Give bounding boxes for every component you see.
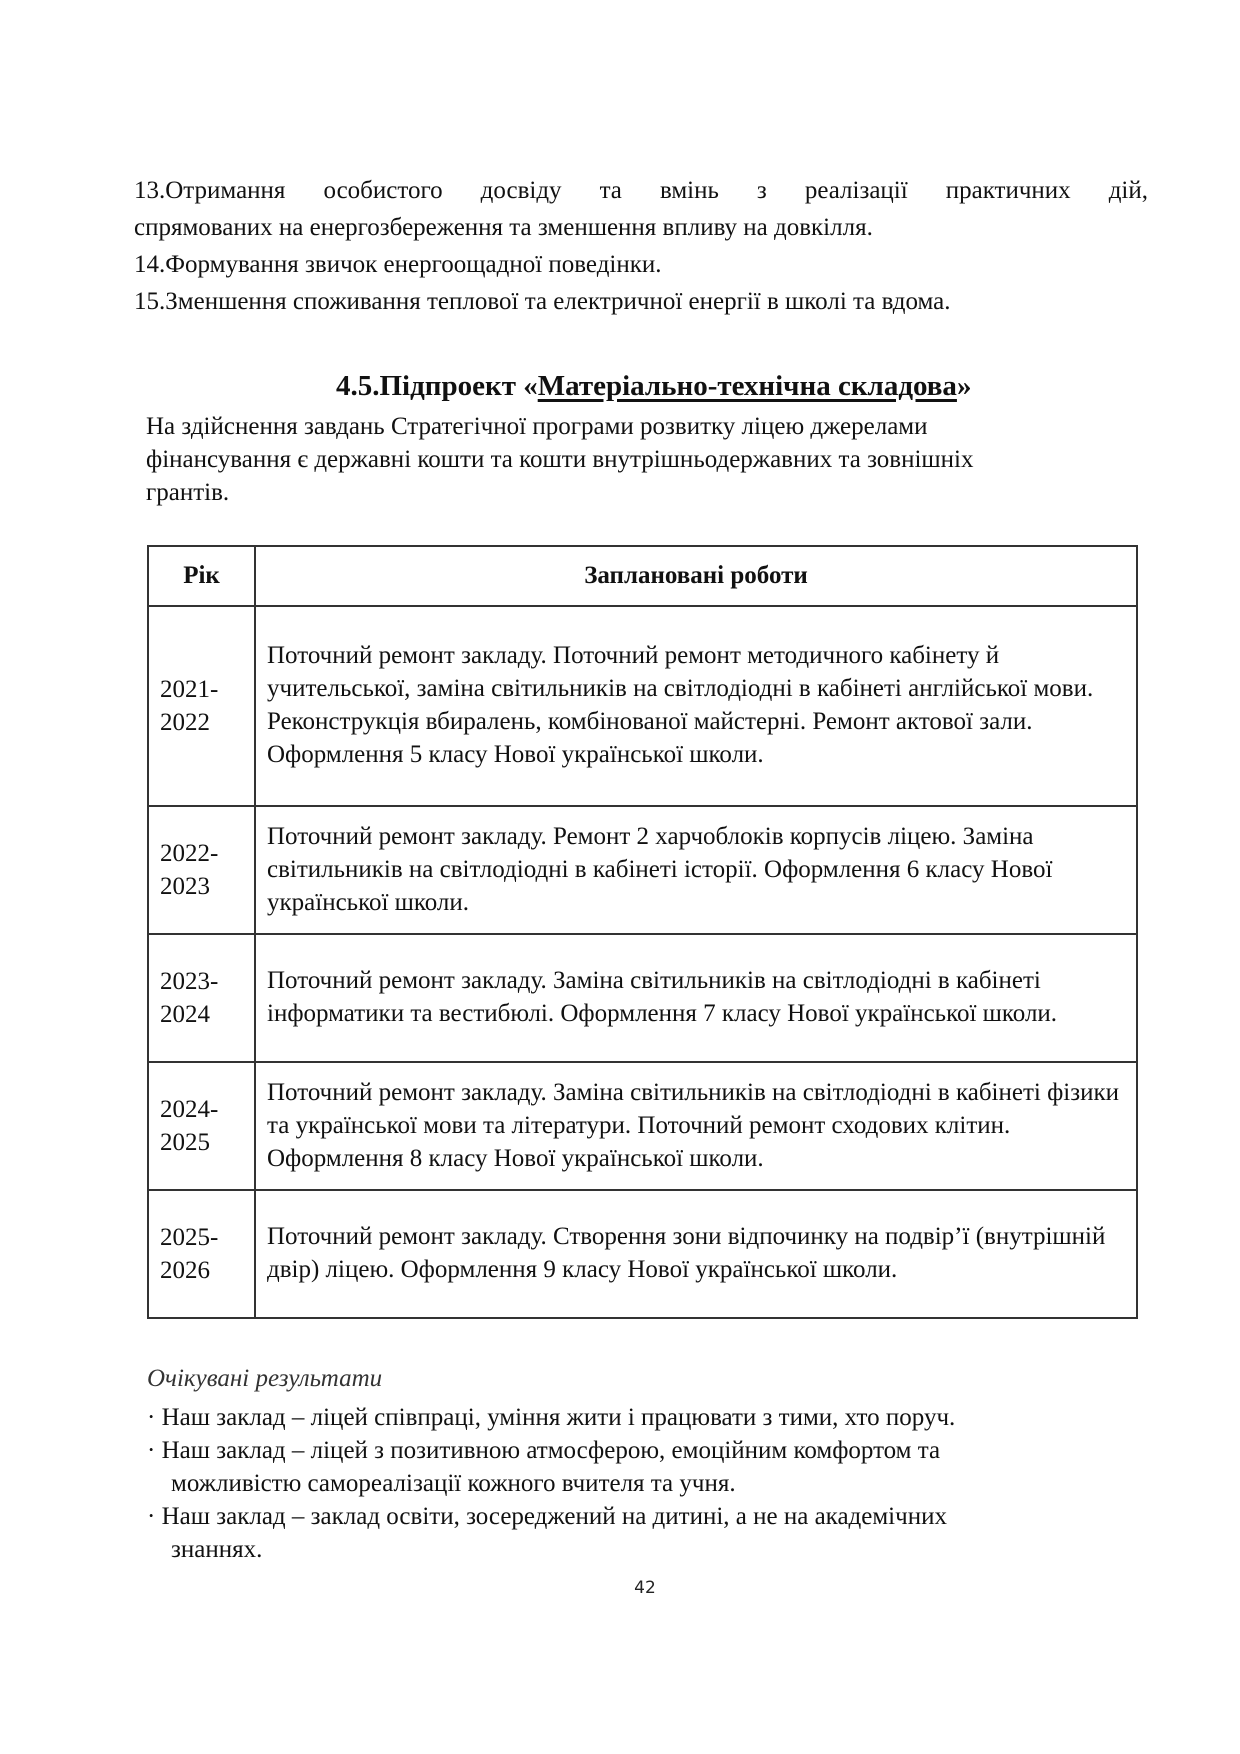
section-heading-title: Матеріально-технічна складова: [537, 370, 957, 402]
works-cell: Поточний ремонт закладу. Поточний ремонт методичного кабінету й учительської, заміна світильників на світлодіодні в кабінеті англійської мови. Реконструкція вбиралень, комбінованої майстерні. Ремонт актової зали. Оформлення 5 класу Нової української школи.: [255, 606, 1137, 806]
year-end: 2025: [160, 1129, 210, 1156]
year-cell: [148, 606, 255, 806]
year-cell: [148, 806, 255, 934]
planned-works-table: [147, 545, 1138, 1319]
works-cell: Поточний ремонт закладу. Створення зони відпочинку на подвір’ї (внутрішній двір) ліцею. Оформлення 9 класу Нової української школи.: [255, 1190, 1137, 1318]
year-end: 2024: [160, 1001, 210, 1028]
result-item-2: [147, 1434, 1147, 1467]
section-intro-paragraph: [146, 410, 1146, 509]
bullet-dot-icon: ·: [147, 1437, 156, 1464]
result-item-3-text: Наш заклад – заклад освіти, зосереджений на дитині, а не на академічних: [155, 1503, 947, 1530]
expected-results: [147, 1362, 1147, 1566]
year-end: 2022: [160, 709, 210, 736]
table-row: [148, 606, 1137, 806]
result-item-1: [147, 1401, 1147, 1434]
intro-line-3: грантів.: [146, 479, 230, 506]
list-item-13-line-2: спрямованих на енергозбереження та зменшення впливу на довкілля.: [134, 214, 873, 241]
year-cell: [148, 934, 255, 1062]
result-item-3-continuation: знаннях.: [171, 1536, 263, 1563]
list-item-15: 15.Зменшення споживання теплової та електричної енергії в школі та вдома.: [134, 288, 951, 315]
year-end: 2026: [160, 1257, 210, 1284]
page-number: 42: [634, 1578, 656, 1598]
table-row: [148, 1190, 1137, 1318]
result-item-2-text: Наш заклад – ліцей з позитивною атмосферою, емоційним комфортом та: [155, 1437, 941, 1464]
year-cell: [148, 1062, 255, 1190]
works-cell: Поточний ремонт закладу. Заміна світильників на світлодіодні в кабінеті фізики та української мови та літератури. Поточний ремонт сходових клітин. Оформлення 8 класу Нової української школи.: [255, 1062, 1137, 1190]
column-header-year: Рік: [148, 546, 255, 606]
year-start: 2021-: [160, 676, 219, 703]
year-start: 2022-: [160, 840, 219, 867]
year-start: 2024-: [160, 1096, 219, 1123]
result-item-3: [147, 1500, 1147, 1533]
result-item-1-text: Наш заклад – ліцей співпраці, уміння жити і працювати з тими, хто поруч.: [155, 1404, 956, 1431]
table-row: [148, 806, 1137, 934]
result-item-2-continuation: можливістю самореалізації кожного вчителя та учня.: [171, 1470, 736, 1497]
table-row: [148, 1062, 1137, 1190]
table-header-row: [148, 546, 1137, 606]
numbered-list-continuation: [134, 172, 1148, 320]
works-cell: Поточний ремонт закладу. Заміна світильників на світлодіодні в кабінеті інформатики та вестибюлі. Оформлення 7 класу Нової української школи.: [255, 934, 1137, 1062]
intro-line-1: На здійснення завдань Стратегічної програми розвитку ліцею джерелами: [146, 413, 928, 440]
works-cell: Поточний ремонт закладу. Ремонт 2 харчоблоків корпусів ліцею. Заміна світильників на світлодіодні в кабінеті історії. Оформлення 6 класу Нової української школи.: [255, 806, 1137, 934]
bullet-dot-icon: ·: [147, 1503, 156, 1530]
section-heading: [336, 366, 971, 406]
list-item-14: 14.Формування звичок енергоощадної поведінки.: [134, 251, 662, 278]
column-header-works: Заплановані роботи: [255, 546, 1137, 606]
table-row: [148, 934, 1137, 1062]
list-item-13-line-1: 13.Отримання особистого досвіду та вмінь з реалізації практичних дій,: [134, 177, 1148, 204]
year-start: 2023-: [160, 968, 219, 995]
expected-results-title: Очікувані результати: [147, 1365, 383, 1392]
bullet-dot-icon: ·: [147, 1404, 156, 1431]
section-heading-suffix: »: [956, 370, 972, 402]
year-start: 2025-: [160, 1224, 219, 1251]
year-end: 2023: [160, 873, 210, 900]
section-heading-prefix: 4.5.Підпроект «: [336, 370, 538, 402]
year-cell: [148, 1190, 255, 1318]
intro-line-2: фінансування є державні кошти та кошти внутрішньодержавних та зовнішніх: [146, 446, 974, 473]
